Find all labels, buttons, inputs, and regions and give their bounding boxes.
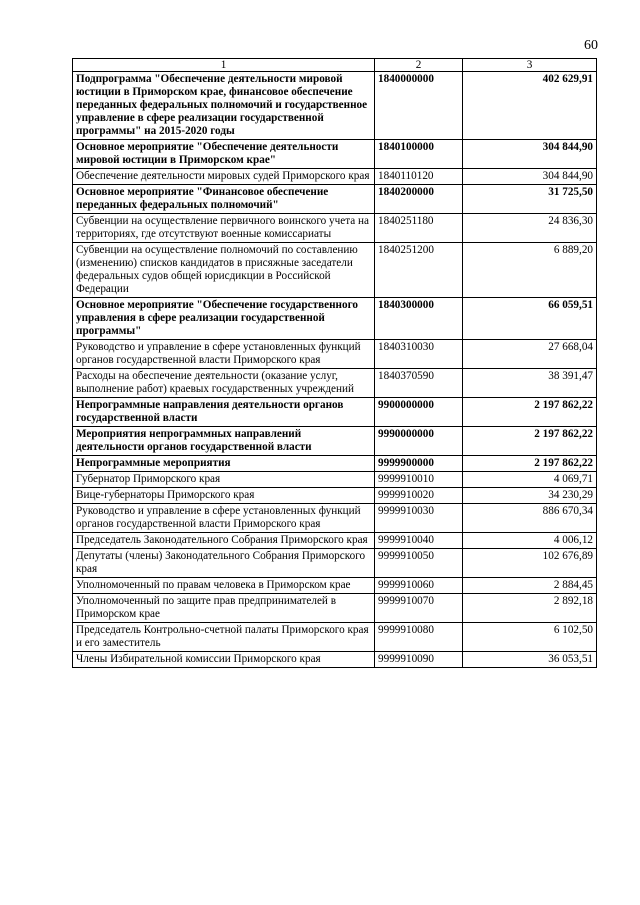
row-name: Непрограммные мероприятия — [73, 456, 375, 472]
row-name: Расходы на обеспечение деятельности (оказание услуг, выполнение работ) краевых государственных учреждений — [73, 369, 375, 398]
row-amount: 886 670,34 — [463, 504, 597, 533]
row-name: Основное мероприятие "Обеспечение государственного управления в сфере реализации государственной программы" — [73, 298, 375, 340]
row-name: Члены Избирательной комиссии Приморского края — [73, 652, 375, 668]
row-code: 9999910090 — [375, 652, 463, 668]
row-amount: 304 844,90 — [463, 140, 597, 169]
table-row — [73, 456, 597, 472]
column-header-1: 1 — [73, 59, 375, 72]
row-name: Подпрограмма "Обеспечение деятельности мировой юстиции в Приморском крае, финансовое обеспечение переданных федеральных полномочий и государственное управление в сфере реализации государственной программы" на 2015-2020 годы — [73, 72, 375, 140]
row-amount: 2 884,45 — [463, 578, 597, 594]
row-name: Обеспечение деятельности мировых судей Приморского края — [73, 169, 375, 185]
row-name: Губернатор Приморского края — [73, 472, 375, 488]
row-code: 9999910010 — [375, 472, 463, 488]
row-code: 9999900000 — [375, 456, 463, 472]
row-name: Субвенции на осуществление полномочий по составлению (изменению) списков кандидатов в присяжные заседатели федеральных судов общей юрисдикции в Российской Федерации — [73, 243, 375, 298]
row-amount: 36 053,51 — [463, 652, 597, 668]
table-row — [73, 623, 597, 652]
row-code: 1840110120 — [375, 169, 463, 185]
row-code: 1840200000 — [375, 185, 463, 214]
row-code: 9999910020 — [375, 488, 463, 504]
row-amount: 66 059,51 — [463, 298, 597, 340]
row-amount: 2 197 862,22 — [463, 427, 597, 456]
row-amount: 6 889,20 — [463, 243, 597, 298]
table-row — [73, 504, 597, 533]
row-name: Мероприятия непрограммных направлений деятельности органов государственной власти — [73, 427, 375, 456]
row-code: 1840300000 — [375, 298, 463, 340]
row-name: Субвенции на осуществление первичного воинского учета на территориях, где отсутствуют военные комиссариаты — [73, 214, 375, 243]
row-name: Председатель Законодательного Собрания Приморского края — [73, 533, 375, 549]
table-row — [73, 488, 597, 504]
row-code: 9999910060 — [375, 578, 463, 594]
row-amount: 2 892,18 — [463, 594, 597, 623]
page-number: 60 — [584, 38, 598, 53]
row-name: Непрограммные направления деятельности органов государственной власти — [73, 398, 375, 427]
column-header-2: 2 — [375, 59, 463, 72]
row-name: Уполномоченный по правам человека в Приморском крае — [73, 578, 375, 594]
row-code: 1840251180 — [375, 214, 463, 243]
column-header-3: 3 — [463, 59, 597, 72]
table-row — [73, 243, 597, 298]
table-row — [73, 72, 597, 140]
header-row — [73, 59, 597, 72]
row-amount: 24 836,30 — [463, 214, 597, 243]
table-row — [73, 185, 597, 214]
table-row — [73, 652, 597, 668]
row-amount: 6 102,50 — [463, 623, 597, 652]
table-row — [73, 369, 597, 398]
row-amount: 102 676,89 — [463, 549, 597, 578]
row-code: 1840251200 — [375, 243, 463, 298]
row-name: Основное мероприятие "Обеспечение деятельности мировой юстиции в Приморском крае" — [73, 140, 375, 169]
row-name: Вице-губернаторы Приморского края — [73, 488, 375, 504]
table-row — [73, 533, 597, 549]
row-amount: 34 230,29 — [463, 488, 597, 504]
table-row — [73, 472, 597, 488]
row-code: 9900000000 — [375, 398, 463, 427]
row-code: 1840310030 — [375, 340, 463, 369]
row-code: 9990000000 — [375, 427, 463, 456]
row-amount: 27 668,04 — [463, 340, 597, 369]
row-amount: 2 197 862,22 — [463, 456, 597, 472]
table-row — [73, 214, 597, 243]
row-code: 1840370590 — [375, 369, 463, 398]
row-amount: 402 629,91 — [463, 72, 597, 140]
table-row — [73, 549, 597, 578]
table-row — [73, 427, 597, 456]
table-row — [73, 140, 597, 169]
row-name: Депутаты (члены) Законодательного Собрания Приморского края — [73, 549, 375, 578]
row-name: Уполномоченный по защите прав предпринимателей в Приморском крае — [73, 594, 375, 623]
row-name: Руководство и управление в сфере установленных функций органов государственной власти Приморского края — [73, 340, 375, 369]
table-row — [73, 398, 597, 427]
row-name: Основное мероприятие "Финансовое обеспечение переданных федеральных полномочий" — [73, 185, 375, 214]
row-code: 9999910030 — [375, 504, 463, 533]
row-name: Председатель Контрольно-счетной палаты Приморского края и его заместитель — [73, 623, 375, 652]
row-amount: 304 844,90 — [463, 169, 597, 185]
table-row — [73, 169, 597, 185]
row-code: 9999910080 — [375, 623, 463, 652]
table-row — [73, 340, 597, 369]
row-amount: 4 006,12 — [463, 533, 597, 549]
table-row — [73, 594, 597, 623]
row-amount: 4 069,71 — [463, 472, 597, 488]
row-code: 1840000000 — [375, 72, 463, 140]
row-amount: 38 391,47 — [463, 369, 597, 398]
row-name: Руководство и управление в сфере установленных функций органов государственной власти Приморского края — [73, 504, 375, 533]
row-code: 9999910040 — [375, 533, 463, 549]
row-amount: 31 725,50 — [463, 185, 597, 214]
table-row — [73, 578, 597, 594]
row-code: 1840100000 — [375, 140, 463, 169]
row-code: 9999910050 — [375, 549, 463, 578]
row-code: 9999910070 — [375, 594, 463, 623]
table-row — [73, 298, 597, 340]
row-amount: 2 197 862,22 — [463, 398, 597, 427]
budget-table — [72, 58, 597, 668]
